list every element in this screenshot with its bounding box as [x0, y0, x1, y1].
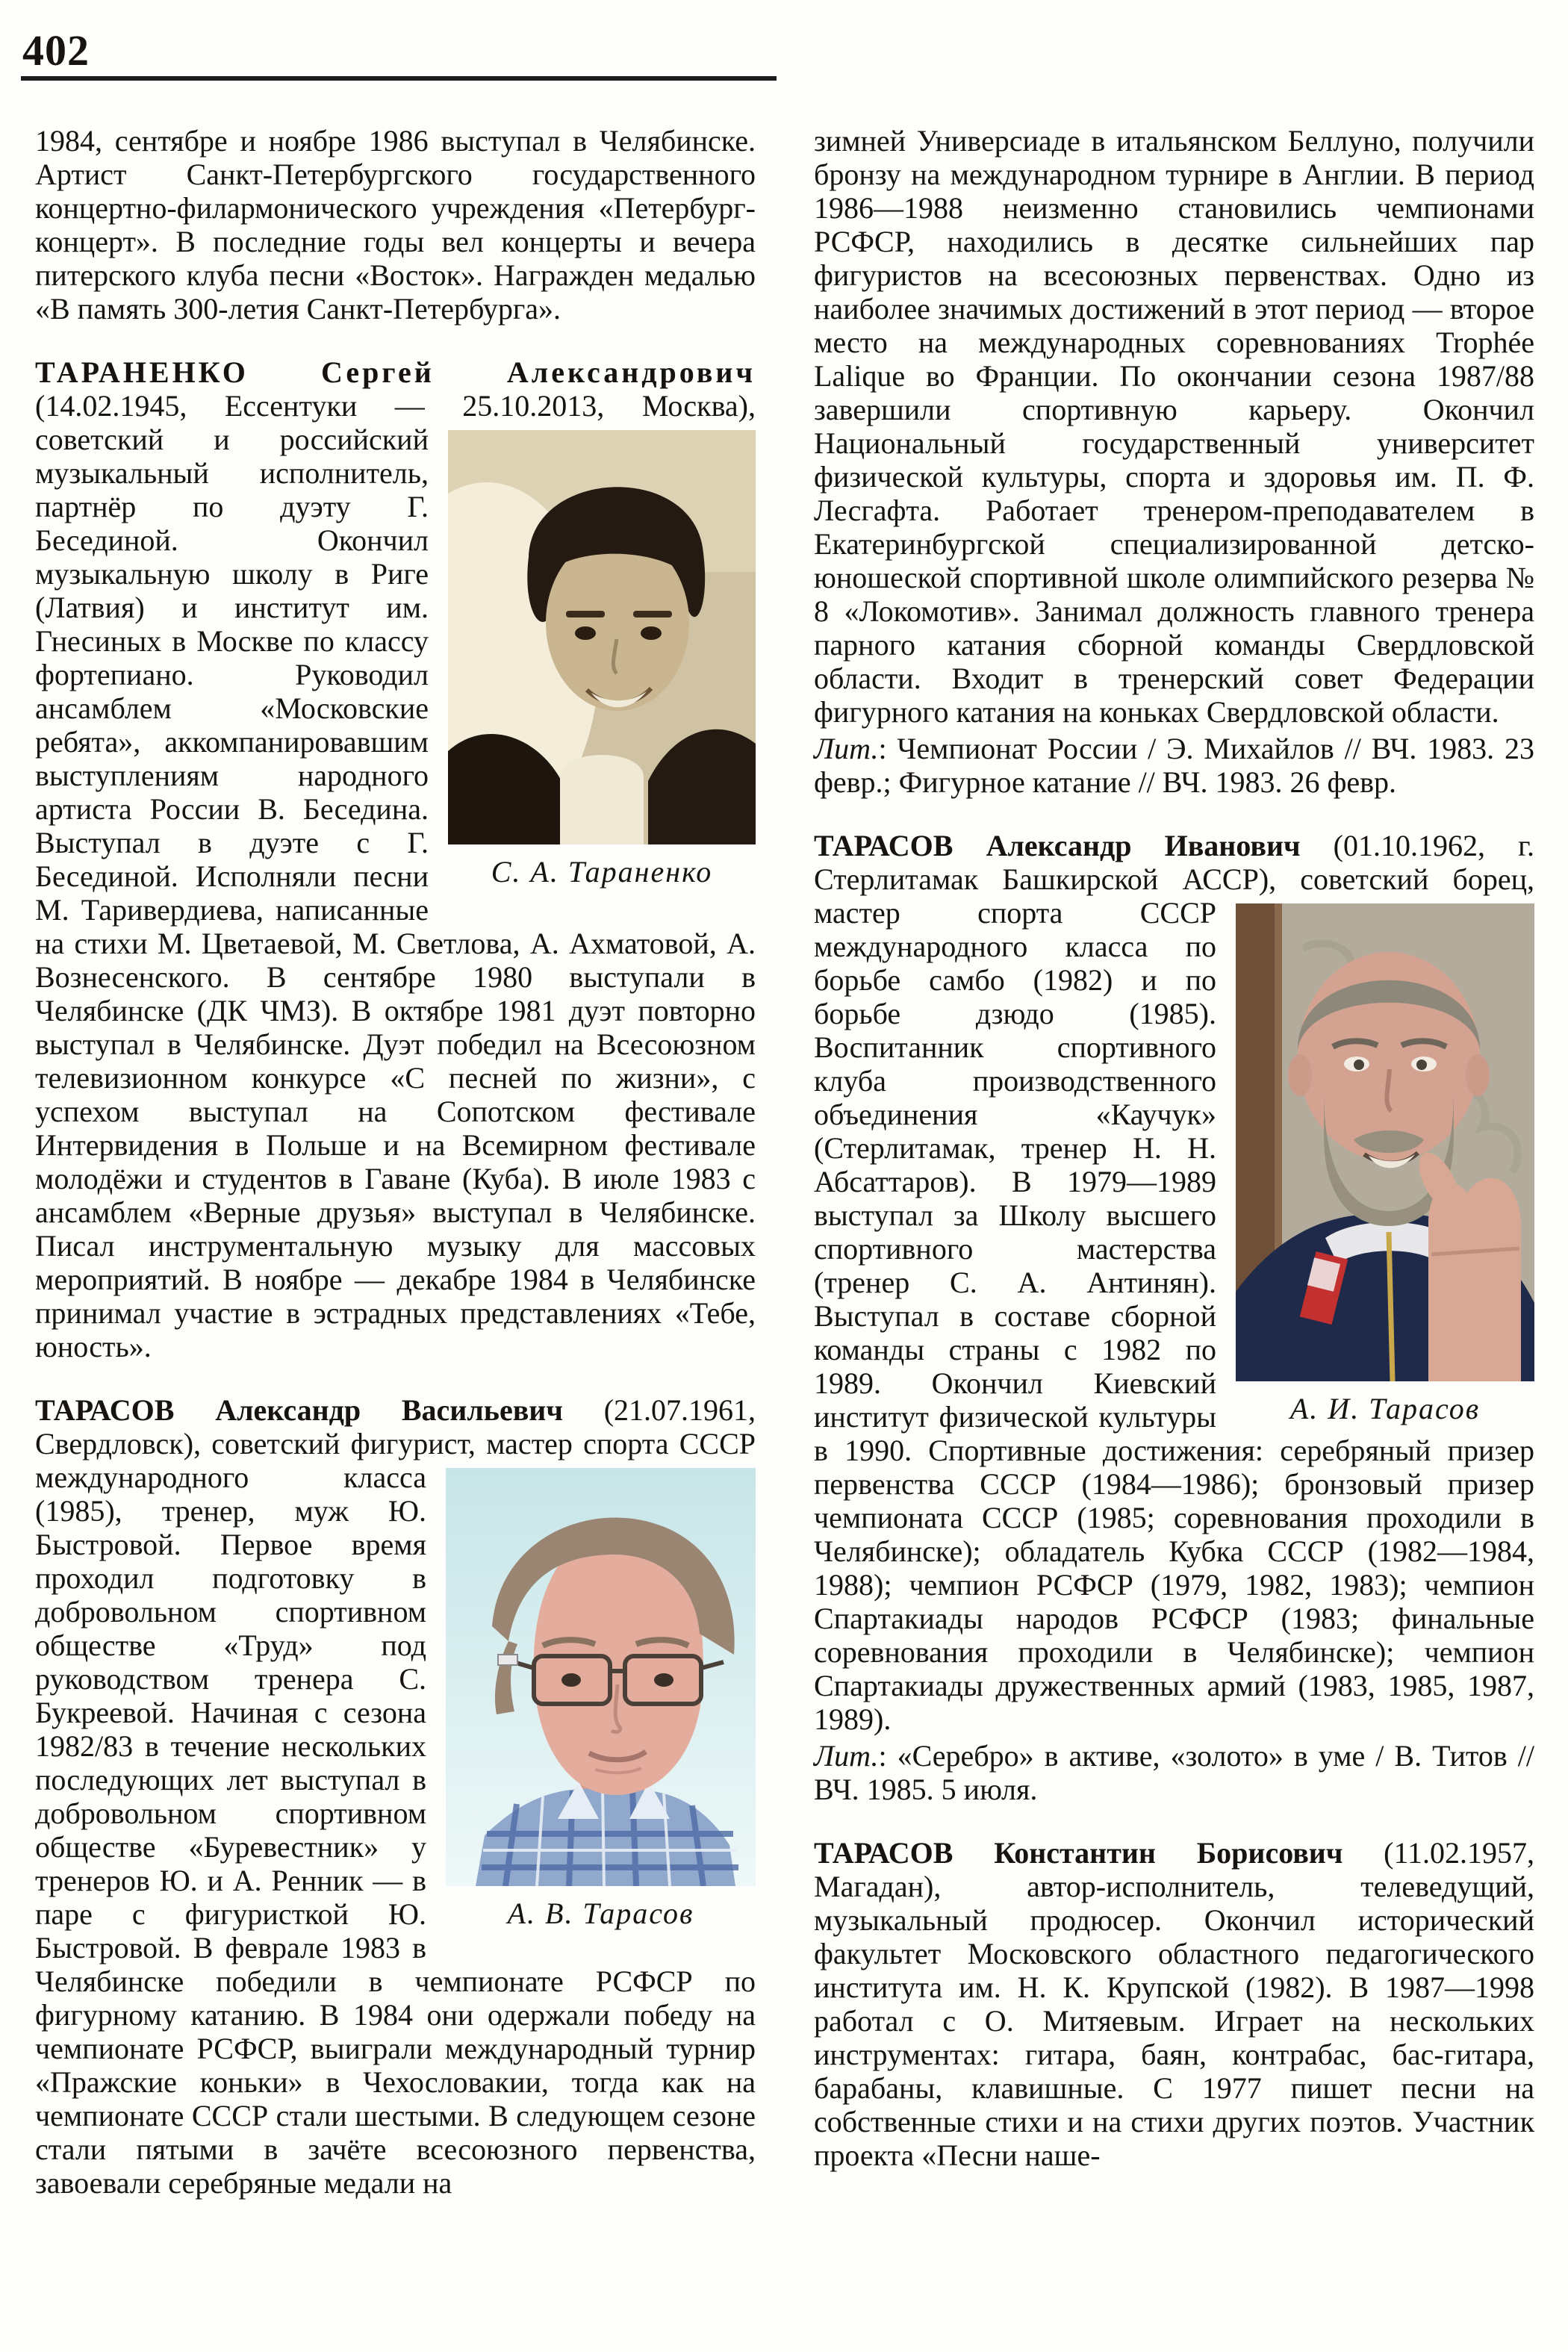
entry-dates-tarasov-av: (21.07.1961, Свердловск), советский фигурист, мастер спорта	[35, 1393, 756, 1460]
entry-tarasov-kb	[814, 1836, 1534, 2172]
lit-label-1: Лит.	[814, 732, 879, 765]
caption-tarasov-av: А. В. Тарасов	[507, 1897, 694, 1930]
entry-heading-taranenko: ТАРАНЕНКО Сергей Александрович	[35, 355, 756, 389]
entry-tarasov-av	[35, 1393, 756, 2200]
entry-heading-tarasov-kb: ТАРАСОВ Константин Борисович	[814, 1836, 1343, 1870]
portrait-tarasov-av-image	[446, 1468, 756, 1886]
entry-taranenko	[35, 355, 756, 1363]
lit-reference-2	[814, 1739, 1534, 1806]
entry-body-taranenko: советский и российский музыкальный исполнитель, партнёр по дуэту Г. Бесединой. Окончил музыкальную школу в Риге (Латвия) и институт им. Гнесиных в Москве по классу фортепиано. Руководил ансамблем «Московские ребята», аккомпанировавшим выступлениям народного артиста России В. Беседина. Выступал в дуэте с Г. Бесединой. Исполняли песни М. Таривердиева, написанные на стихи М. Цветаевой, М. Светлова, А. Ахматовой, А. Вознесенского. В сентябре 1980 выступали в Челябинске (ДК ЧМЗ). В октябре 1981 дуэт повторно выступал в Челябинске. Дуэт победил на Всесоюзном телевизионном конкурсе «С песней по жизни», с успехом выступал на Сопотском фестивале Интервидения в Польше и на Всемирном фестивале молодёжи и студентов в Гаване (Куба). В июле 1983 с ансамблем «Верные друзья» выступал в Челябинске. Писал инструментальную музыку для массовых мероприятий. В ноябре — декабре 1984 в Челябинске принимал участие в эстрадных представлениях «Тебе, юность».	[35, 423, 756, 1363]
caption-taranenko: С. А. Тараненко	[491, 855, 713, 889]
entry-dates-taranenko: (14.02.1945, Ессентуки — 25.10.2013, Москва),	[35, 389, 756, 423]
lit-label-2: Лит.	[814, 1739, 879, 1773]
paragraph-continuation: 1984, сентябре и ноябре 1986 выступал в Челябинске. Артист Санкт-Петербургского государственного концертно-филармонического учреждения «Петербург-концерт». В последние годы вел концерты и вечера питерского клуба песни «Восток». Награжден медалью «В память 300-летия Санкт-Петербурга».	[35, 124, 756, 326]
column-left	[35, 124, 756, 2200]
entry-tarasov-ai	[814, 829, 1534, 1736]
entry-heading-tarasov-av: ТАРАСОВ Александр Васильевич	[35, 1393, 563, 1427]
photo-tarasov-ai	[1236, 903, 1534, 1426]
photo-tarasov-av	[446, 1468, 756, 1931]
lit-text-1: : Чемпионат России / Э. Михайлов // ВЧ. 1983. 23 февр.; Фигурное катание // ВЧ. 1983. 26 февр.	[814, 732, 1534, 799]
lit-reference-1	[814, 732, 1534, 799]
photo-taranenko	[448, 430, 756, 889]
page-number: 402	[22, 26, 90, 75]
column-right	[814, 124, 1534, 2172]
entry-body-tarasov-ai: борец, мастер спорта СССР международного класса по борьбе самбо (1982) и по борьбе дзюдо (1985). Воспитанник спортивного клуба производственного объединения «Каучук» (Стерлитамак, тренер Н. Н. Абсаттаров). В 1979—1989 выступал за Школу высшего спортивного мастерства (тренер С. А. Антинян). Выступал в составе сборной команды страны с 1982 по 1989. Окончил Киевский институт физической культуры в 1990. Спортивные достижения: серебряный призер первенства СССР (1984—1986); бронзовый призер чемпионата СССР (1985; соревнования проходили в Челябинске); обладатель Кубка СССР (1982—1984, 1988); чемпион РСФСР (1979, 1982, 1983); чемпион Спартакиады народов РСФСР (1983; финальные соревнования проходили в Челябинске); чемпион Спартакиады дружественных армий (1983, 1985, 1987, 1989).	[814, 862, 1534, 1736]
caption-tarasov-ai: А. И. Тарасов	[1289, 1392, 1481, 1425]
entry-body-tarasov-av: СССР международного класса (1985), тренер, муж Ю. Быстровой. Первое время проходил подготовку в добровольном спортивном обществе «Труд» под руководством тренера С. Букреевой. Начиная с сезона 1982/83 в течение нескольких последующих лет выступал в добровольном спортивном обществе «Буревестник» у тренеров Ю. и А. Ренник — в паре с фигуристкой Ю. Быстровой. В феврале 1983 в Челябинске победили в чемпионате РСФСР по фигурному катанию. В 1984 они одержали победу на чемпионате РСФСР, выиграли международный турнир «Пражские коньки» в Чехословакии, тогда как на чемпионате СССР стали шестыми. В следующем сезоне стали пятыми в зачёте всесоюзного первенства, завоевали серебряные медали на	[35, 1427, 756, 2200]
lit-text-2: : «Серебро» в активе, «золото» в уме / В. Титов // ВЧ. 1985. 5 июля.	[814, 1739, 1534, 1806]
portrait-taranenko-image	[448, 430, 756, 844]
entry-heading-tarasov-ai: ТАРАСОВ Александр Иванович	[814, 829, 1301, 862]
header-rule	[21, 76, 777, 81]
paragraph-tarasov-av-continuation: зимней Универсиаде в итальянском Беллуно, получили бронзу на международном турнире в Англии. В период 1986—1988 неизменно становились чемпионами РСФСР, находились в десятке сильнейших пар фигуристов на всесоюзных первенствах. Одно из наиболее значимых достижений в этот период — второе место на международных соревнованиях Trophée Lalique во Франции. По окончании сезона 1987/88 завершили спортивную карьеру. Окончил Национальный государственный университет физической культуры, спорта и здоровья им. П. Ф. Лесгафта. Работает тренером-преподавателем в Екатеринбургской специализированной детско-юношеской спортивной школе олимпийского резерва № 8 «Локомотив». Занимал должность главного тренера парного катания сборной команды Свердловской области. Входит в тренерский совет Федерации фигурного катания на коньках Свердловской области.	[814, 124, 1534, 729]
portrait-tarasov-ai-image	[1236, 903, 1534, 1381]
entry-body-tarasov-kb: (11.02.1957, Магадан), автор-исполнитель, телеведущий, музыкальный продюсер. Окончил исторический факультет Московского областного педагогического института им. Н. К. Крупской (1982). В 1987—1998 работал с О. Митяевым. Играет на нескольких инструментах: гитара, баян, контрабас, бас-гитара, барабаны, клавишные. С 1977 пишет песни на собственные стихи и на стихи других поэтов. Участник проекта «Песни наше-	[814, 1836, 1534, 2172]
entry-dates-tarasov-ai: (01.10.1962, г. Стерлитамак Башкирской АССР), советский	[814, 829, 1534, 896]
